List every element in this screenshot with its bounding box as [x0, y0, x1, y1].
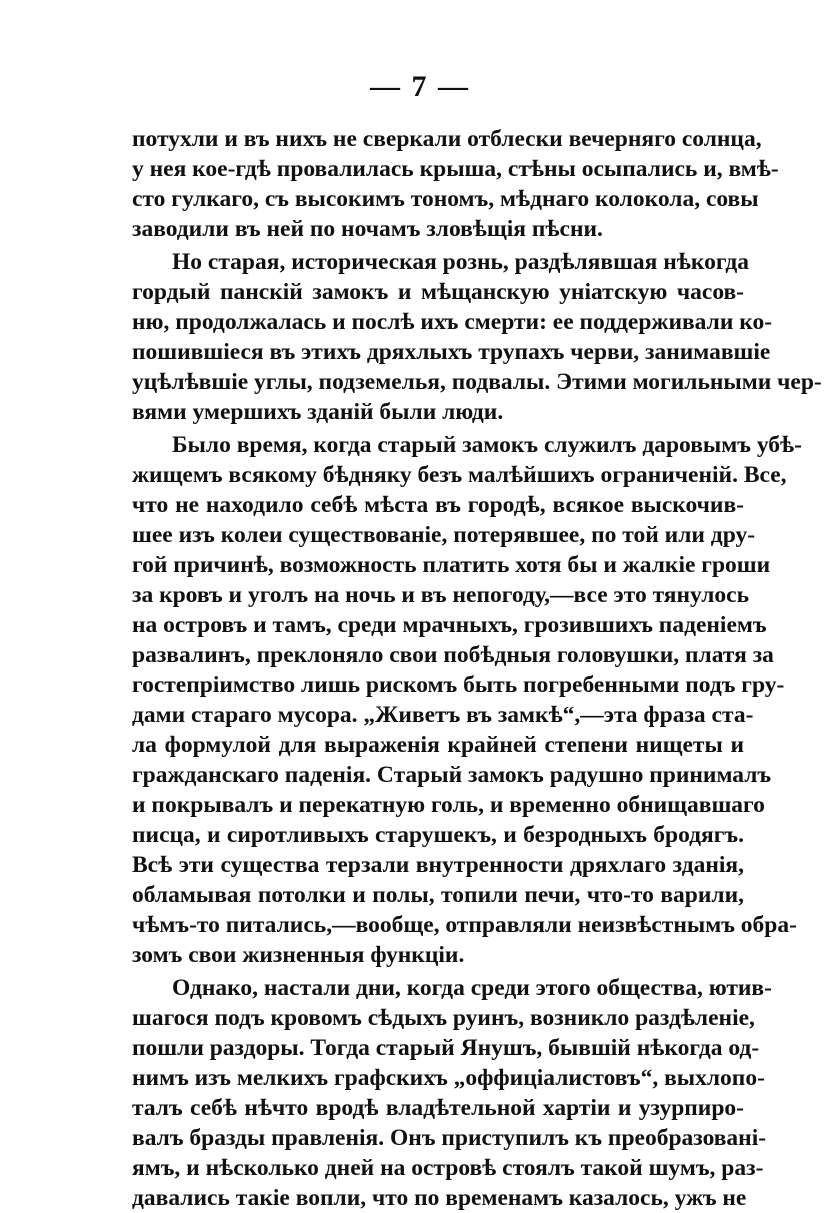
text-line: шагося подъ кровомъ сѣдыхъ руинъ, возникло раздѣленіе,	[132, 1005, 755, 1031]
text-line: дами стараго мусора. „Живетъ въ замкѣ“,—эта фраза ста-	[132, 702, 754, 728]
text-line: гражданскаго паденія. Старый замокъ радушно принималъ	[132, 762, 772, 788]
text-line: зомъ свои жизненныя функціи.	[132, 942, 465, 968]
paragraph	[132, 973, 772, 1213]
paragraph	[132, 247, 822, 427]
text-line: Было время, когда старый замокъ служилъ даровымъ убѣ-	[172, 432, 802, 458]
text-line: что не находило себѣ мѣста въ городѣ, всякое выскочив-	[132, 492, 744, 518]
text-line: сто гулкаго, съ высокимъ тономъ, мѣднаго колокола, совы	[132, 186, 759, 212]
text-line: развалинъ, преклоняло свои побѣдныя головушки, платя за	[132, 642, 774, 668]
page-number: — 7 —	[370, 70, 470, 103]
text-line: на островъ и тамъ, среди мрачныхъ, грозившихъ паденіемъ	[132, 612, 767, 638]
paragraph	[132, 430, 802, 970]
text-line: вями умершихъ зданій были люди.	[132, 399, 504, 425]
text-line: гордый панскій замокъ и мѣщанскую уніатскую часов-	[132, 279, 744, 305]
text-line: гой причинѣ, возможность платить хотя бы и жалкіе гроши	[132, 552, 771, 578]
text-line: Однако, настали дни, когда среди этого общества, ютив-	[172, 975, 772, 1001]
text-line: ла формулой для выраженія крайней степени нищеты и	[132, 732, 744, 758]
text-line: давались такіе вопли, что по временамъ казалось, ужъ не	[132, 1185, 747, 1211]
text-body	[132, 124, 822, 1213]
text-line: жищемъ всякому бѣдняку безъ малѣйшихъ ограниченій. Все,	[132, 462, 787, 488]
text-line: гостепріимство лишь рискомъ быть погребенными подъ гру-	[132, 672, 785, 698]
text-line: шее изъ колеи существованіе, потерявшее, по той или дру-	[132, 522, 756, 548]
text-line: пошившіеся въ этихъ дряхлыхъ трупахъ черви, занимавшіе	[132, 339, 771, 365]
text-line: талъ себѣ нѣчто вродѣ владѣтельной хартіи и узурпиро-	[132, 1095, 744, 1121]
text-line: заводили въ ней по ночамъ зловѣщія пѣсни.	[132, 216, 603, 242]
text-line: Всѣ эти существа терзали внутренности дряхлаго зданія,	[132, 852, 744, 878]
paragraph	[132, 124, 779, 244]
text-line: уцѣлѣвшіе углы, подземелья, подвалы. Этими могильными чер-	[132, 369, 822, 395]
text-line: нимъ изъ мелкихъ графскихъ „оффиціалистовъ“, выхлопо-	[132, 1065, 765, 1091]
text-line: ямъ, и нѣсколько дней на островѣ стоялъ такой шумъ, раз-	[132, 1155, 764, 1181]
text-line: пошли раздоры. Тогда старый Янушъ, бывшій нѣкогда од-	[132, 1035, 760, 1061]
text-line: ню, продолжалась и послѣ ихъ смерти: ее поддерживали ко-	[132, 309, 773, 335]
text-line: валъ бразды правленія. Онъ приступилъ къ преобразовані-	[132, 1125, 767, 1151]
text-line: Но старая, историческая рознь, раздѣлявшая нѣкогда	[172, 249, 750, 275]
text-line: за кровъ и уголъ на ночь и въ непогоду,—все это тянулось	[132, 582, 750, 608]
text-line: потухли и въ нихъ не сверкали отблески вечерняго солнца,	[132, 126, 762, 152]
text-line: писца, и сиротливыхъ старушекъ, и безродныхъ бродягъ.	[132, 822, 744, 848]
text-line: и покрывалъ и перекатную голь, и временно обнищавшаго	[132, 792, 765, 818]
text-line: чѣмъ-то питались,—вообще, отправляли неизвѣстнымъ обра-	[132, 912, 797, 938]
text-line: обламывая потолки и полы, топили печи, что-то варили,	[132, 882, 744, 908]
text-line: у нея кое-гдѣ провалилась крыша, стѣны осыпались и, вмѣ-	[132, 156, 779, 182]
